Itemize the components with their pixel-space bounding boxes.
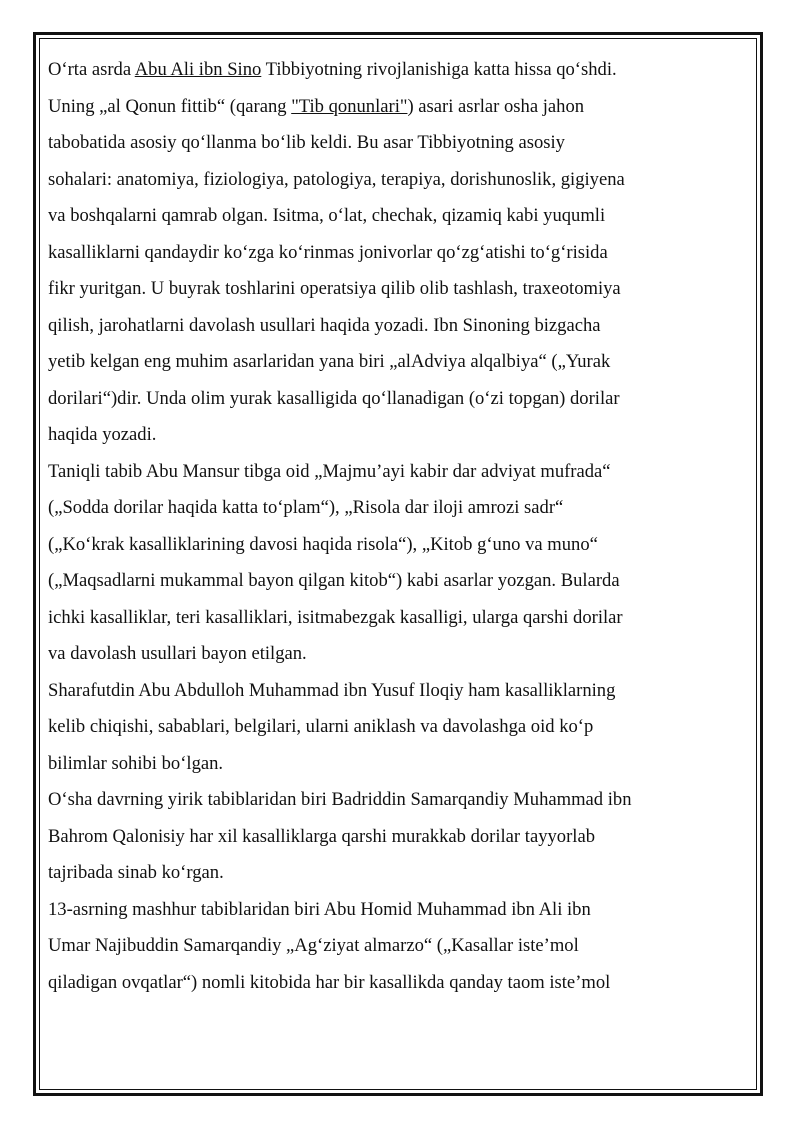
text-segment: ichki kasalliklar, teri kasalliklari, isitmabezgak kasalligi, ularga qarshi dorilar: [48, 606, 623, 628]
text-line: [48, 308, 738, 345]
text-line: [48, 162, 738, 199]
text-segment: („Maqsadlarni mukammal bayon qilgan kitob“) kabi asarlar yozgan. Bularda: [48, 570, 620, 591]
text-line: [48, 454, 738, 491]
text-line: [48, 892, 738, 929]
text-segment: („Ko‘krak kasalliklarining davosi haqida risola“), „Kitob g‘uno va muno“: [48, 533, 598, 555]
text-segment: kelib chiqishi, sabablari, belgilari, ularni aniklash va davolashga oid ko‘p: [48, 716, 594, 737]
text-segment: yetib kelgan eng muhim asarlaridan yana biri „alAdviya alqalbiya“ („Yurak: [48, 351, 611, 372]
text-line: [48, 417, 738, 454]
text-line: [48, 673, 738, 710]
text-line: [48, 198, 738, 235]
text-segment: sohalari: anatomiya, fiziologiya, patologiya, terapiya, dorishunoslik, gigiyena: [48, 168, 625, 190]
text-line: [48, 928, 738, 965]
text-segment: Uning „al Qonun fittib“ (qarang: [48, 95, 292, 117]
text-line: [48, 563, 738, 600]
text-segment: 13-asrning mashhur tabiblaridan biri Abu Homid Muhammad ibn Ali ibn: [48, 898, 591, 920]
text-line: [48, 782, 738, 819]
text-segment: va davolash usullari bayon etilgan.: [48, 643, 307, 664]
document-body: [48, 52, 738, 1001]
text-segment: va boshqalarni qamrab olgan. Isitma, o‘lat, chechak, qizamiq kabi yuqumli: [48, 205, 606, 226]
text-segment: haqida yozadi.: [48, 424, 157, 445]
text-segment: ) asari asrlar osha jahon: [407, 95, 585, 117]
text-segment: Taniqli tabib Abu Mansur tibga oid „Majmu’ayi kabir dar adviyat mufrada“: [48, 460, 611, 482]
text-line: [48, 235, 738, 272]
text-line: [48, 89, 738, 126]
inline-link[interactable]: Abu Ali ibn Sino: [134, 59, 262, 80]
text-line: [48, 344, 738, 381]
text-line: [48, 636, 738, 673]
text-segment: bilimlar sohibi bo‘lgan.: [48, 752, 224, 774]
text-segment: Umar Najibuddin Samarqandiy „Ag‘ziyat almarzo“ („Kasallar iste’mol: [48, 935, 579, 956]
text-segment: O‘sha davrning yirik tabiblaridan biri Badriddin Samarqandiy Muhammad ibn: [48, 789, 632, 810]
text-segment: dorilari“)dir. Unda olim yurak kasalligida qo‘llanadigan (o‘zi topgan) dorilar: [48, 387, 620, 409]
text-segment: Sharafutdin Abu Abdulloh Muhammad ibn Yusuf Iloqiy ham kasalliklarning: [48, 679, 616, 701]
text-line: [48, 600, 738, 637]
text-segment: Bahrom Qalonisiy har xil kasalliklarga qarshi murakkab dorilar tayyorlab: [48, 825, 595, 847]
text-segment: O‘rta asrda: [48, 59, 135, 80]
text-line: [48, 381, 738, 418]
text-line: [48, 490, 738, 527]
text-segment: qilish, jarohatlarni davolash usullari haqida yozadi. Ibn Sinoning bizgacha: [48, 314, 601, 336]
text-segment: tajribada sinab ko‘rgan.: [48, 862, 224, 883]
inline-link[interactable]: "Tib qonunlari": [291, 95, 408, 117]
text-line: [48, 271, 738, 308]
text-line: [48, 52, 738, 89]
text-line: [48, 965, 738, 1002]
text-line: [48, 125, 738, 162]
text-segment: qiladigan ovqatlar“) nomli kitobida har bir kasallikda qanday taom iste’mol: [48, 971, 611, 993]
text-line: [48, 527, 738, 564]
text-line: [48, 746, 738, 783]
text-segment: („Sodda dorilar haqida katta to‘plam“), „Risola dar iloji amrozi sadr“: [48, 497, 564, 518]
text-line: [48, 855, 738, 892]
text-segment: tabobatida asosiy qo‘llanma bo‘lib keldi. Bu asar Tibbiyotning asosiy: [48, 132, 565, 153]
text-line: [48, 819, 738, 856]
text-segment: kasalliklarni qandaydir ko‘zga ko‘rinmas jonivorlar qo‘zg‘atishi to‘g‘risida: [48, 241, 608, 263]
text-segment: Tibbiyotning rivojlanishiga katta hissa qo‘shdi.: [261, 59, 617, 80]
text-segment: fikr yuritgan. U buyrak toshlarini operatsiya qilib olib tashlash, traxeotomiya: [48, 278, 621, 299]
text-line: [48, 709, 738, 746]
